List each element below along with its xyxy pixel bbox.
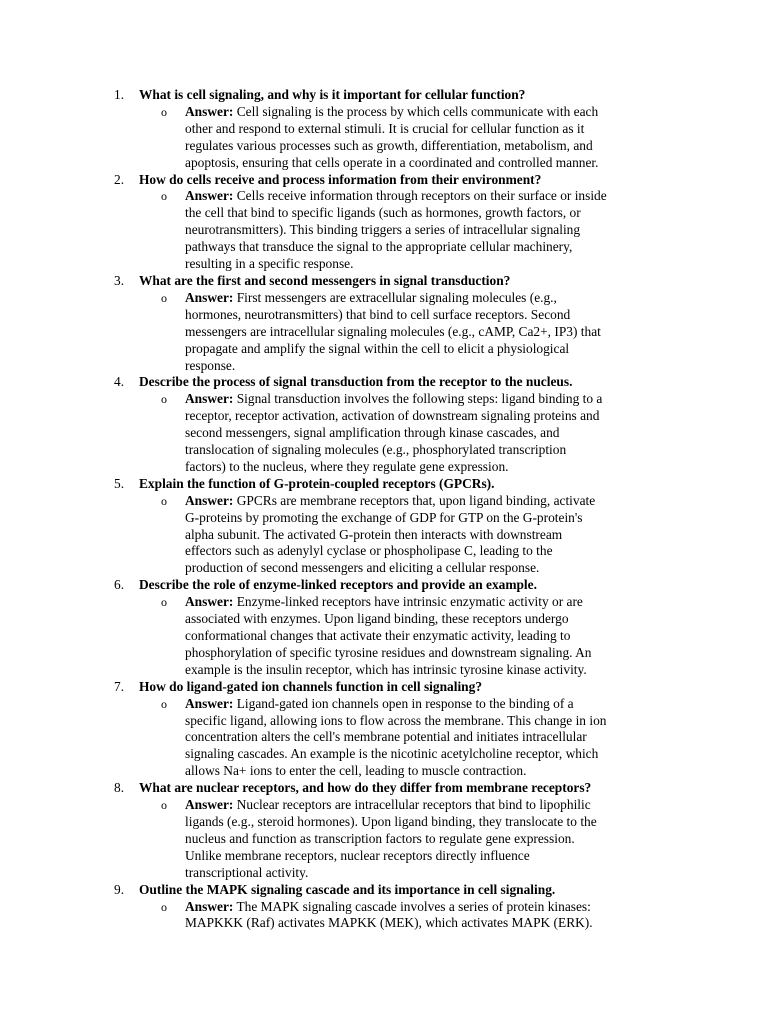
question-text: How do ligand-gated ion channels function in cell signaling? <box>139 678 483 694</box>
answer-text: pathways that transduce the signal to the appropriate cellular machinery, <box>185 239 573 255</box>
question <box>0 87 768 104</box>
answer-label: Answer: <box>185 188 234 204</box>
answer-label: Answer: <box>185 898 234 914</box>
answer-text: concentration alters the cell's membrane potential and initiates intracellular <box>185 729 587 745</box>
answer <box>0 797 768 882</box>
answer-label: Answer: <box>185 797 234 813</box>
answer-line <box>185 239 678 256</box>
question-text: Outline the MAPK signaling cascade and its importance in cell signaling. <box>139 881 556 897</box>
answer-label: Answer: <box>185 594 234 610</box>
answer-text: hormones, neurotransmitters) that bind to cell surface receptors. Second <box>185 306 571 322</box>
qa-item <box>0 273 768 374</box>
answer-line <box>185 408 678 425</box>
question-number: 6. <box>114 577 125 593</box>
answer-text: other and respond to external stimuli. It is crucial for cellular function as it <box>185 120 585 136</box>
answer-text: Signal transduction involves the following steps: ligand binding to a <box>236 391 603 407</box>
answer-line <box>185 425 678 442</box>
qa-item <box>0 679 768 780</box>
answer-text: second messengers, signal amplification through kinase cascades, and <box>185 425 560 441</box>
answer-text: Enzyme-linked receptors have intrinsic enzymatic activity or are <box>236 594 583 610</box>
answer-text: regulates various processes such as growth, differentiation, metabolism, and <box>185 137 593 153</box>
qa-list <box>0 87 768 932</box>
answer-line <box>185 696 678 713</box>
answer-line <box>185 222 678 239</box>
answer-text: Nuclear receptors are intracellular receptors that bind to lipophilic <box>236 797 591 813</box>
answer-line <box>185 611 678 628</box>
question-text: Describe the process of signal transduction from the receptor to the nucleus. <box>139 374 573 390</box>
answer-line <box>185 915 678 932</box>
question-number: 3. <box>114 272 125 288</box>
question <box>0 476 768 493</box>
qa-item <box>0 87 768 172</box>
answer-text: response. <box>185 357 236 373</box>
document-page <box>0 87 768 932</box>
answer-text: Ligand-gated ion channels open in response to the binding of a <box>236 695 574 711</box>
answer-line <box>185 138 678 155</box>
question-text: How do cells receive and process information from their environment? <box>139 171 542 187</box>
question <box>0 577 768 594</box>
answer-text: production of second messengers and eliciting a cellular response. <box>185 560 540 576</box>
answer-text: Cell signaling is the process by which cells communicate with each <box>236 103 599 119</box>
answer <box>0 188 768 273</box>
answer-line <box>185 527 678 544</box>
bullet-icon: o <box>161 595 167 610</box>
bullet-icon: o <box>161 104 167 119</box>
answer-text: G-proteins by promoting the exchange of GDP for GTP on the G-protein's <box>185 509 583 525</box>
answer-line <box>185 104 678 121</box>
answer-text: Unlike membrane receptors, nuclear receptors directly influence <box>185 847 530 863</box>
question-text: What is cell signaling, and why is it important for cellular function? <box>139 87 526 102</box>
answer <box>0 899 768 933</box>
answer-line <box>185 358 678 375</box>
answer-text: receptor, receptor activation, activation of downstream signaling proteins and <box>185 408 600 424</box>
answer-line <box>185 763 678 780</box>
answer-line <box>185 560 678 577</box>
answer-text: apoptosis, ensuring that cells operate in a coordinated and controlled manner. <box>185 154 599 170</box>
answer-line <box>185 831 678 848</box>
answer-line <box>185 324 678 341</box>
question <box>0 679 768 696</box>
bullet-icon: o <box>161 899 167 914</box>
question <box>0 780 768 797</box>
answer-line <box>185 510 678 527</box>
answer-text: nucleus and function as transcription factors to regulate gene expression. <box>185 830 575 846</box>
answer-text: factors) to the nucleus, where they regulate gene expression. <box>185 458 509 474</box>
question-number: 1. <box>114 87 125 102</box>
answer-line <box>185 442 678 459</box>
answer-line <box>185 865 678 882</box>
qa-item <box>0 172 768 273</box>
question-number: 8. <box>114 780 125 796</box>
bullet-icon: o <box>161 290 167 305</box>
answer-line <box>185 391 678 408</box>
answer-text: neurotransmitters). This binding triggers a series of intracellular signaling <box>185 222 581 238</box>
question <box>0 273 768 290</box>
answer-text: phosphorylation of specific tyrosine residues and downstream signaling. An <box>185 644 592 660</box>
question <box>0 882 768 899</box>
answer-text: signaling cascades. An example is the nicotinic acetylcholine receptor, which <box>185 746 599 762</box>
question-number: 9. <box>114 881 125 897</box>
answer-line <box>185 797 678 814</box>
answer-text: associated with enzymes. Upon ligand binding, these receptors undergo <box>185 611 569 627</box>
bullet-icon: o <box>161 189 167 204</box>
answer-line <box>185 713 678 730</box>
answer-line <box>185 205 678 222</box>
bullet-icon: o <box>161 696 167 711</box>
answer-text: the cell that bind to specific ligands (such as hormones, growth factors, or <box>185 205 581 221</box>
qa-item <box>0 577 768 678</box>
answer-text: allows Na+ ions to enter the cell, leading to muscle contraction. <box>185 763 527 779</box>
answer-line <box>185 493 678 510</box>
answer-text: Cells receive information through receptors on their surface or inside <box>236 188 607 204</box>
question-number: 2. <box>114 171 125 187</box>
answer-line <box>185 899 678 916</box>
answer-text: effectors such as adenylyl cyclase or phospholipase C, leading to the <box>185 543 553 559</box>
question-text: Describe the role of enzyme-linked receptors and provide an example. <box>139 577 537 593</box>
answer <box>0 696 768 781</box>
answer-line <box>185 662 678 679</box>
question <box>0 374 768 391</box>
answer-text: alpha subunit. The activated G-protein then interacts with downstream <box>185 526 563 542</box>
answer <box>0 493 768 578</box>
answer-line <box>185 645 678 662</box>
answer <box>0 391 768 476</box>
answer-text: transcriptional activity. <box>185 864 309 880</box>
question <box>0 172 768 189</box>
answer-line <box>185 746 678 763</box>
answer-text: conformational changes that activate their enzymatic activity, leading to <box>185 628 571 643</box>
question-text: Explain the function of G-protein-coupled receptors (GPCRs). <box>139 475 495 491</box>
answer <box>0 104 768 172</box>
answer-line <box>185 307 678 324</box>
answer-text: First messengers are extracellular signaling molecules (e.g., <box>236 289 557 305</box>
answer-line <box>185 729 678 746</box>
answer-line <box>185 459 678 476</box>
answer-label: Answer: <box>185 103 234 119</box>
answer-line <box>185 594 678 611</box>
answer-text: specific ligand, allowing ions to flow across the membrane. This change in ion <box>185 712 607 728</box>
answer-label: Answer: <box>185 391 234 407</box>
answer-label: Answer: <box>185 695 234 711</box>
answer-line <box>185 188 678 205</box>
qa-item <box>0 780 768 881</box>
answer <box>0 594 768 679</box>
bullet-icon: o <box>161 392 167 407</box>
answer-line <box>185 155 678 172</box>
answer-line <box>185 341 678 358</box>
qa-item <box>0 476 768 577</box>
answer-text: GPCRs are membrane receptors that, upon ligand binding, activate <box>236 492 596 508</box>
answer-text: example is the insulin receptor, which has intrinsic tyrosine kinase activity. <box>185 661 587 677</box>
answer-line <box>185 543 678 560</box>
answer-label: Answer: <box>185 492 234 508</box>
answer-text: propagate and amplify the signal within the cell to elicit a physiological <box>185 340 570 356</box>
qa-item <box>0 882 768 933</box>
answer <box>0 290 768 375</box>
answer-line <box>185 628 678 645</box>
answer-line <box>185 121 678 138</box>
answer-text: The MAPK signaling cascade involves a series of protein kinases: <box>236 898 591 914</box>
answer-line <box>185 814 678 831</box>
answer-text: resulting in a specific response. <box>185 256 354 272</box>
answer-line <box>185 290 678 307</box>
answer-text: MAPKKK (Raf) activates MAPKK (MEK), which activates MAPK (ERK). <box>185 915 593 931</box>
question-number: 5. <box>114 475 125 491</box>
answer-text: translocation of signaling molecules (e.g., phosphorylated transcription <box>185 442 567 458</box>
answer-label: Answer: <box>185 289 234 305</box>
answer-text: ligands (e.g., steroid hormones). Upon ligand binding, they translocate to the <box>185 813 597 829</box>
question-number: 7. <box>114 678 125 694</box>
question-text: What are nuclear receptors, and how do they differ from membrane receptors? <box>139 780 592 796</box>
qa-item <box>0 374 768 475</box>
bullet-icon: o <box>161 798 167 813</box>
answer-text: messengers are intracellular signaling molecules (e.g., cAMP, Ca2+, IP3) that <box>185 323 601 339</box>
answer-line <box>185 848 678 865</box>
answer-line <box>185 256 678 273</box>
bullet-icon: o <box>161 493 167 508</box>
question-text: What are the first and second messengers in signal transduction? <box>139 272 511 288</box>
question-number: 4. <box>114 374 125 390</box>
